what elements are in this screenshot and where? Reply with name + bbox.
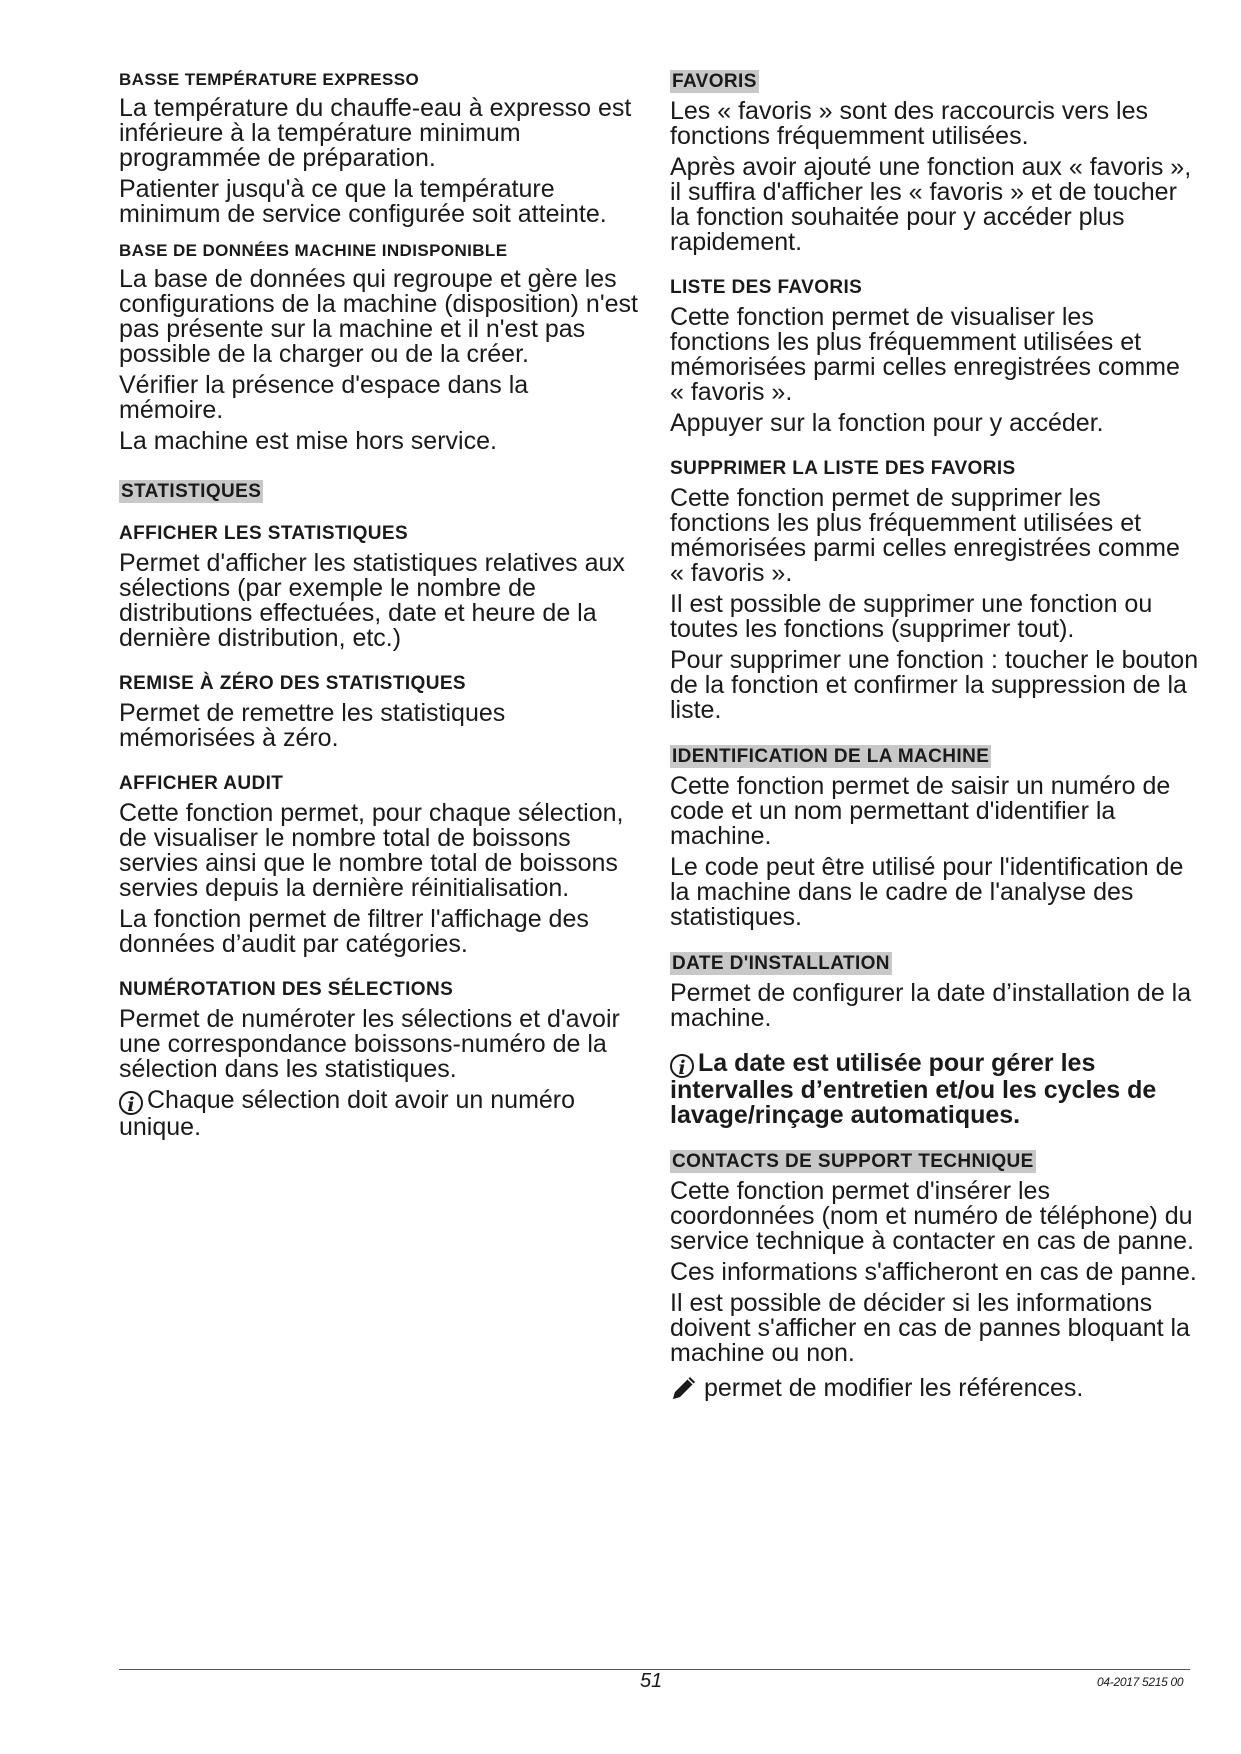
paragraph: La machine est mise hors service.	[119, 427, 497, 455]
section-heading-date-installation: DATE D'INSTALLATION	[672, 953, 890, 974]
paragraph: Permet d'afficher les statistiques relatives aux sélections (par exemple le nombre de distributions effectuées, date et heure de la dernière distribution, etc.)	[119, 549, 625, 652]
page-number: 51	[640, 1670, 663, 1692]
paragraph: Il est possible de décider si les informations doivent s'afficher en cas de pannes bloquant la machine ou non.	[670, 1289, 1190, 1367]
paragraph: Après avoir ajouté une fonction aux « favoris », il suffira d'afficher les « favoris » et de toucher la fonction souhaitée pour y accéder plus rapidement.	[670, 153, 1192, 256]
note-date	[670, 1051, 1200, 1128]
note-text: Chaque sélection doit avoir un numéro unique.	[119, 1086, 576, 1141]
paragraph: Pour supprimer une fonction : toucher le bouton de la fonction et confirmer la suppression de la liste.	[670, 646, 1199, 724]
pencil-icon	[670, 1372, 700, 1402]
paragraph: Cette fonction permet d'insérer les coordonnées (nom et numéro de téléphone) du service technique à contacter en cas de panne.	[670, 1177, 1194, 1255]
paragraph: La base de données qui regroupe et gère les configurations de la machine (disposition) n'est pas présente sur la machine et il n'est pas possible de la charger ou de la créer.	[119, 265, 638, 368]
paragraph: Vérifier la présence d'espace dans la mémoire.	[119, 371, 529, 424]
document-code: 04-2017 5215 00	[1097, 1675, 1184, 1689]
paragraph: La fonction permet de filtrer l'affichage des données d’audit par catégories.	[119, 905, 589, 958]
paragraph: Patienter jusqu'à ce que la température minimum de service configurée soit atteinte.	[119, 175, 607, 228]
paragraph: Cette fonction permet de saisir un numéro de code et un nom permettant d'identifier la machine.	[670, 772, 1171, 850]
right-column	[670, 70, 1200, 1408]
left-column	[119, 70, 639, 1146]
paragraph: Appuyer sur la fonction pour y accéder.	[670, 409, 1104, 437]
note-numerotation	[119, 1088, 639, 1140]
info-icon: i	[670, 1054, 694, 1078]
section-heading-favoris: FAVORIS	[672, 71, 757, 92]
paragraph: La température du chauffe-eau à expresso est inférieure à la température minimum programmée de préparation.	[119, 94, 632, 172]
section-heading-contacts: CONTACTS DE SUPPORT TECHNIQUE	[672, 1151, 1034, 1172]
heading-remise-zero: REMISE À ZÉRO DES STATISTIQUES	[119, 673, 466, 694]
paragraph: Permet de numéroter les sélections et d'avoir une correspondance boissons-numéro de la sélection dans les statistiques.	[119, 1005, 620, 1083]
paragraph: Permet de remettre les statistiques mémorisées à zéro.	[119, 699, 506, 752]
section-heading-statistiques: STATISTIQUES	[121, 481, 262, 502]
heading-supprimer-liste: SUPPRIMER LA LISTE DES FAVORIS	[670, 458, 1016, 479]
heading-afficher-audit: AFFICHER AUDIT	[119, 773, 284, 794]
heading-liste-favoris: LISTE DES FAVORIS	[670, 277, 863, 298]
paragraph-edit	[670, 1372, 1200, 1402]
heading-basse-temperature: BASSE TEMPÉRATURE EXPRESSO	[119, 70, 420, 89]
paragraph: Cette fonction permet, pour chaque sélection, de visualiser le nombre total de boissons servies ainsi que le nombre total de boissons servies depuis la dernière réinitialisation.	[119, 799, 624, 902]
note-text: La date est utilisée pour gérer les intervalles d’entretien et/ou les cycles de lavage/rinçage automatiques.	[670, 1049, 1157, 1129]
section-heading-identification: IDENTIFICATION DE LA MACHINE	[672, 746, 990, 767]
heading-base-donnees: BASE DE DONNÉES MACHINE INDISPONIBLE	[119, 241, 508, 260]
paragraph: Les « favoris » sont des raccourcis vers les fonctions fréquemment utilisées.	[670, 97, 1148, 150]
paragraph: Le code peut être utilisé pour l'identification de la machine dans le cadre de l'analyse des statistiques.	[670, 853, 1184, 931]
paragraph: Permet de configurer la date d’installation de la machine.	[670, 979, 1192, 1032]
heading-afficher-statistiques: AFFICHER LES STATISTIQUES	[119, 523, 409, 544]
paragraph: Il est possible de supprimer une fonction ou toutes les fonctions (supprimer tout).	[670, 590, 1153, 643]
info-icon: i	[119, 1091, 143, 1115]
paragraph: Cette fonction permet de supprimer les fonctions les plus fréquemment utilisées et mémorisées parmi celles enregistrées comme « favoris ».	[670, 484, 1180, 587]
paragraph: Cette fonction permet de visualiser les fonctions les plus fréquemment utilisées et mémorisées parmi celles enregistrées comme « favoris ».	[670, 303, 1180, 406]
heading-numerotation: NUMÉROTATION DES SÉLECTIONS	[119, 979, 454, 1000]
paragraph: Ces informations s'afficheront en cas de panne.	[670, 1258, 1197, 1286]
edit-text: permet de modifier les références.	[704, 1374, 1084, 1402]
